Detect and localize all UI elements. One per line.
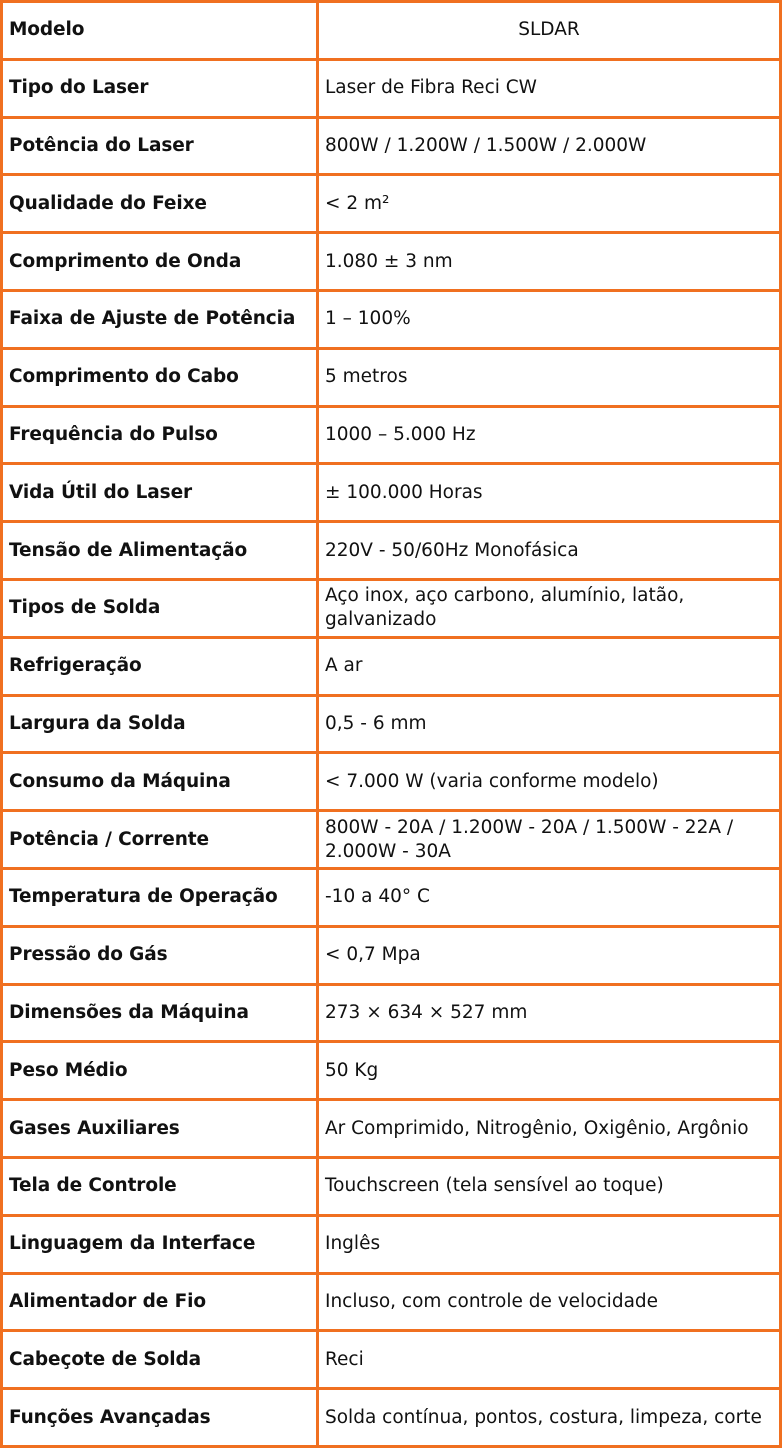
row-value: < 7.000 W (varia conforme modelo) [318, 753, 781, 811]
row-label: Qualidade do Feixe [2, 175, 318, 233]
row-value: Laser de Fibra Reci CW [318, 59, 781, 117]
row-label: Gases Auxiliares [2, 1100, 318, 1158]
row-value: Solda contínua, pontos, costura, limpeza, corte [318, 1389, 781, 1447]
row-value: < 2 m² [318, 175, 781, 233]
row-label: Comprimento do Cabo [2, 348, 318, 406]
row-value: Incluso, com controle de velocidade [318, 1273, 781, 1331]
row-label: Refrigeração [2, 637, 318, 695]
row-label: Comprimento de Onda [2, 233, 318, 291]
table-row [2, 1042, 781, 1100]
table-row [2, 1215, 781, 1273]
row-value: 1.080 ± 3 nm [318, 233, 781, 291]
row-value: Inglês [318, 1215, 781, 1273]
table-row [2, 753, 781, 811]
row-value: Touchscreen (tela sensível ao toque) [318, 1157, 781, 1215]
row-value: 273 × 634 × 527 mm [318, 984, 781, 1042]
table-row [2, 984, 781, 1042]
row-label: Cabeçote de Solda [2, 1331, 318, 1389]
row-label: Pressão do Gás [2, 926, 318, 984]
table-row [2, 637, 781, 695]
row-value: 220V - 50/60Hz Monofásica [318, 522, 781, 580]
row-label: Potência / Corrente [2, 811, 318, 869]
table-row [2, 175, 781, 233]
table-row [2, 926, 781, 984]
row-label: Tipo do Laser [2, 59, 318, 117]
row-value: 1000 – 5.000 Hz [318, 406, 781, 464]
row-label: Largura da Solda [2, 695, 318, 753]
row-label: Dimensões da Máquina [2, 984, 318, 1042]
table-row [2, 695, 781, 753]
row-value: 800W - 20A / 1.200W - 20A / 1.500W - 22A / 2.000W - 30A [318, 811, 781, 869]
row-value: 800W / 1.200W / 1.500W / 2.000W [318, 117, 781, 175]
table-row [2, 579, 781, 637]
row-label: Alimentador de Fio [2, 1273, 318, 1331]
row-value: 0,5 - 6 mm [318, 695, 781, 753]
header-label: Modelo [2, 2, 318, 60]
table-row [2, 406, 781, 464]
table-row [2, 464, 781, 522]
table-row [2, 1100, 781, 1158]
table-row [2, 117, 781, 175]
table-row [2, 522, 781, 580]
table-row [2, 233, 781, 291]
row-value: Reci [318, 1331, 781, 1389]
row-value: 5 metros [318, 348, 781, 406]
table-row [2, 348, 781, 406]
row-label: Frequência do Pulso [2, 406, 318, 464]
row-label: Tipos de Solda [2, 579, 318, 637]
table-row [2, 868, 781, 926]
table-row [2, 1157, 781, 1215]
row-label: Vida Útil do Laser [2, 464, 318, 522]
row-label: Faixa de Ajuste de Potência [2, 290, 318, 348]
row-value: 1 – 100% [318, 290, 781, 348]
row-label: Tensão de Alimentação [2, 522, 318, 580]
table-row [2, 811, 781, 869]
row-label: Potência do Laser [2, 117, 318, 175]
row-value: 50 Kg [318, 1042, 781, 1100]
row-value: Aço inox, aço carbono, alumínio, latão, galvanizado [318, 579, 781, 637]
row-value: A ar [318, 637, 781, 695]
row-label: Consumo da Máquina [2, 753, 318, 811]
table-row [2, 1331, 781, 1389]
row-value: -10 a 40° C [318, 868, 781, 926]
row-value: < 0,7 Mpa [318, 926, 781, 984]
table-row [2, 59, 781, 117]
row-label: Peso Médio [2, 1042, 318, 1100]
header-value: SLDAR [318, 2, 781, 60]
table-row [2, 1389, 781, 1447]
row-label: Temperatura de Operação [2, 868, 318, 926]
row-value: Ar Comprimido, Nitrogênio, Oxigênio, Argônio [318, 1100, 781, 1158]
row-label: Funções Avançadas [2, 1389, 318, 1447]
row-label: Linguagem da Interface [2, 1215, 318, 1273]
row-label: Tela de Controle [2, 1157, 318, 1215]
table-row [2, 1273, 781, 1331]
table-header-row [2, 2, 781, 60]
table-row [2, 290, 781, 348]
row-value: ± 100.000 Horas [318, 464, 781, 522]
